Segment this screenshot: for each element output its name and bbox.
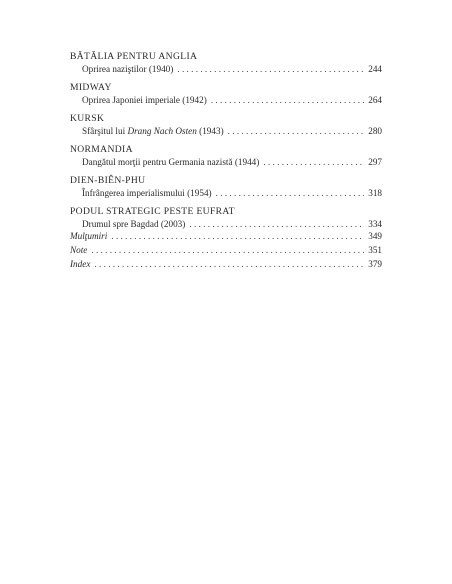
entry-title-italic: Drang Nach Osten [127,126,197,136]
page-number: 297 [368,157,382,167]
page-number: 244 [368,64,382,74]
toc-section-kursk [70,113,382,137]
toc-section-euphrates-bridge [70,206,382,230]
toc-entry[interactable] [70,94,382,106]
section-title: KURSK [70,113,105,124]
dot-leader [91,243,364,257]
section-title: BĂTĂLIA PENTRU ANGLIA [70,51,198,62]
entry-title-suffix: (1943) [196,126,224,136]
toc-section-dien-bien-phu [70,175,382,199]
dot-leader [228,125,365,137]
backmatter-entry-acknowledgements[interactable] [70,229,382,243]
page-number: 351 [368,245,382,255]
backmatter-entry-index[interactable] [70,257,382,271]
toc-section-battle-of-britain [70,51,382,75]
toc-entry[interactable] [70,187,382,199]
dot-leader [211,94,364,106]
toc-entry[interactable] [70,156,382,168]
backmatter-list [70,229,382,271]
entry-title: Mulţumiri [70,231,108,241]
page-number: 264 [368,95,382,105]
entry-title: Drumul spre Bagdad (2003) [82,219,186,229]
entry-title-prefix: Sfârşitul lui [82,126,128,136]
dot-leader [111,229,364,243]
dot-leader [263,156,364,168]
dot-leader [216,187,365,199]
toc-entry[interactable] [70,125,382,137]
entry-title: Dangătul morţii pentru Germania nazistă (1944) [82,157,260,167]
entry-title: Oprirea Japoniei imperiale (1942) [82,95,207,105]
toc-entry[interactable] [70,63,382,75]
dot-leader [177,63,364,75]
section-title: NORMANDIA [70,144,133,155]
page-number: 280 [368,126,382,136]
section-title: MIDWAY [70,82,112,93]
page-number: 349 [368,231,382,241]
dot-leader [94,257,364,271]
toc-section-normandy [70,144,382,168]
entry-title: Înfrângerea imperialismului (1954) [82,188,212,198]
table-of-contents [70,51,382,237]
page-number: 334 [368,219,382,229]
toc-section-midway [70,82,382,106]
entry-title: Index [70,259,91,269]
backmatter-entry-notes[interactable] [70,243,382,257]
section-title: DIEN-BIÊN-PHU [70,175,146,186]
entry-title: Note [70,245,88,255]
entry-title [82,125,224,137]
entry-title: Oprirea naziştilor (1940) [82,64,174,74]
section-title: PODUL STRATEGIC PESTE EUFRAT [70,206,235,217]
page-number: 318 [368,188,382,198]
page-number: 379 [368,259,382,269]
